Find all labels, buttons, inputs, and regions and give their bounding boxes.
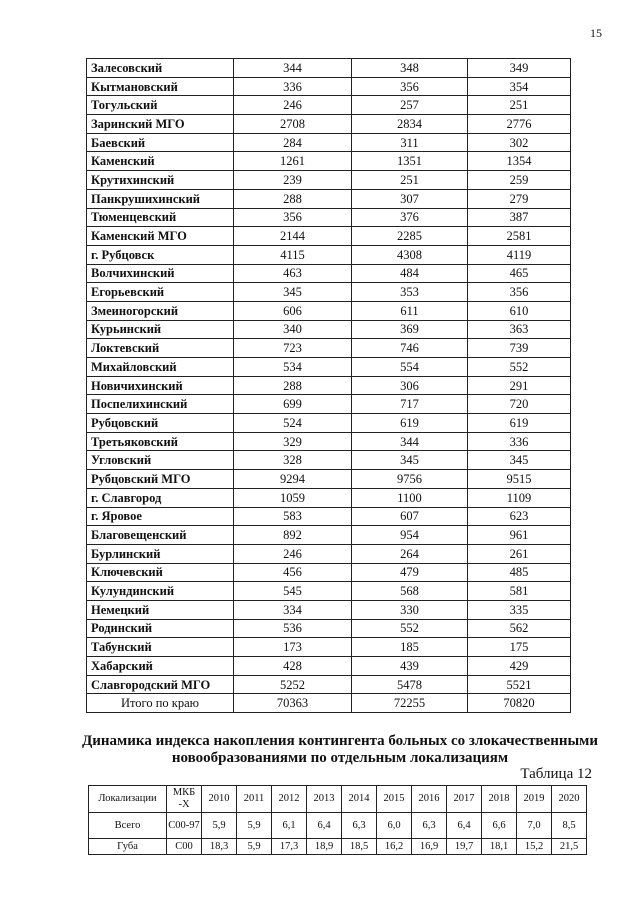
district-name-cell: Каменский МГО [87,227,234,246]
district-name-cell: Локтевский [87,339,234,358]
value-cell: 6,3 [412,813,447,839]
value-cell: 892 [234,526,352,545]
district-name-cell: Змеиногорский [87,301,234,320]
table-row [87,470,571,489]
header-cell: Локализации [89,786,167,813]
table-row [87,675,571,694]
icd-code-cell: С00-97 [167,813,202,839]
value-cell: 284 [234,133,352,152]
district-name-cell: Кулундинский [87,582,234,601]
header-cell: 2018 [482,786,517,813]
value-cell: 583 [234,507,352,526]
district-name-cell: Панкрушихинский [87,189,234,208]
value-cell: 463 [234,264,352,283]
value-cell: 16,2 [377,839,412,855]
table-row [87,59,571,78]
district-name-cell: Бурлинский [87,544,234,563]
district-name-cell: Кытмановский [87,77,234,96]
value-cell: 302 [468,133,571,152]
table-row [87,245,571,264]
value-cell: 429 [468,657,571,676]
district-name-cell: Новичихинский [87,376,234,395]
value-cell: 611 [352,301,468,320]
value-cell: 524 [234,414,352,433]
district-name-cell: Крутихинский [87,171,234,190]
header-cell: 2012 [272,786,307,813]
table-row [87,133,571,152]
district-name-cell: Тогульский [87,96,234,115]
table-row [87,507,571,526]
value-cell: 1059 [234,488,352,507]
value-cell: 581 [468,582,571,601]
value-cell: 257 [352,96,468,115]
value-cell: 354 [468,77,571,96]
value-cell: 4308 [352,245,468,264]
table-row [87,451,571,470]
table-row [87,488,571,507]
value-cell: 19,7 [447,839,482,855]
value-cell: 485 [468,563,571,582]
table-row [87,339,571,358]
header-cell: 2015 [377,786,412,813]
value-cell: 344 [234,59,352,78]
value-cell: 16,9 [412,839,447,855]
table-row [87,171,571,190]
table-row [87,414,571,433]
value-cell: 18,1 [482,839,517,855]
value-cell: 5521 [468,675,571,694]
value-cell: 344 [352,432,468,451]
value-cell: 9756 [352,470,468,489]
table-row [87,115,571,134]
table-row [87,582,571,601]
value-cell: 246 [234,544,352,563]
table-row [87,283,571,302]
value-cell: 8,5 [552,813,587,839]
value-cell: 334 [234,600,352,619]
value-cell: 954 [352,526,468,545]
table-row [87,432,571,451]
value-cell: 5478 [352,675,468,694]
value-cell: 72255 [352,694,468,713]
value-cell: 545 [234,582,352,601]
table-row [87,208,571,227]
district-name-cell: г. Славгород [87,488,234,507]
value-cell: 1109 [468,488,571,507]
table-row [87,544,571,563]
value-cell: 251 [468,96,571,115]
table-row [87,638,571,657]
value-cell: 279 [468,189,571,208]
header-cell: 2016 [412,786,447,813]
localization-cell: Всего [89,813,167,839]
icd-code-cell: С00 [167,839,202,855]
value-cell: 345 [234,283,352,302]
value-cell: 562 [468,619,571,638]
value-cell: 606 [234,301,352,320]
value-cell: 5,9 [237,813,272,839]
value-cell: 70363 [234,694,352,713]
value-cell: 288 [234,376,352,395]
value-cell: 456 [234,563,352,582]
value-cell: 2708 [234,115,352,134]
value-cell: 5,9 [237,839,272,855]
value-cell: 239 [234,171,352,190]
value-cell: 387 [468,208,571,227]
value-cell: 479 [352,563,468,582]
district-name-cell: Каменский [87,152,234,171]
table-row [87,152,571,171]
value-cell: 607 [352,507,468,526]
value-cell: 552 [352,619,468,638]
value-cell: 554 [352,358,468,377]
value-cell: 1261 [234,152,352,171]
total-row [87,694,571,713]
value-cell: 261 [468,544,571,563]
value-cell: 328 [234,451,352,470]
value-cell: 356 [352,77,468,96]
header-cell: 2019 [517,786,552,813]
value-cell: 173 [234,638,352,657]
district-name-cell: Третьяковский [87,432,234,451]
table-row [89,813,587,839]
value-cell: 369 [352,320,468,339]
table-row [87,526,571,545]
value-cell: 534 [234,358,352,377]
district-name-cell: г. Яровое [87,507,234,526]
value-cell: 246 [234,96,352,115]
district-name-cell: Рубцовский МГО [87,470,234,489]
value-cell: 264 [352,544,468,563]
table-row [87,264,571,283]
value-cell: 6,4 [447,813,482,839]
value-cell: 175 [468,638,571,657]
district-name-cell: Волчихинский [87,264,234,283]
value-cell: 363 [468,320,571,339]
district-name-cell: Михайловский [87,358,234,377]
value-cell: 439 [352,657,468,676]
value-cell: 6,0 [377,813,412,839]
value-cell: 6,6 [482,813,517,839]
district-statistics-table [86,58,571,713]
value-cell: 1351 [352,152,468,171]
table-row [87,227,571,246]
value-cell: 356 [234,208,352,227]
value-cell: 335 [468,600,571,619]
value-cell: 610 [468,301,571,320]
header-cell: 2020 [552,786,587,813]
value-cell: 9515 [468,470,571,489]
value-cell: 349 [468,59,571,78]
value-cell: 7,0 [517,813,552,839]
value-cell: 6,4 [307,813,342,839]
table-row [87,77,571,96]
value-cell: 746 [352,339,468,358]
value-cell: 2285 [352,227,468,246]
header-cell: 2017 [447,786,482,813]
table-row [87,395,571,414]
value-cell: 376 [352,208,468,227]
district-name-cell: Немецкий [87,600,234,619]
value-cell: 720 [468,395,571,414]
header-cell: 2013 [307,786,342,813]
value-cell: 1100 [352,488,468,507]
value-cell: 336 [468,432,571,451]
district-name-cell: Родинский [87,619,234,638]
table-row [87,619,571,638]
value-cell: 185 [352,638,468,657]
table-row [87,358,571,377]
value-cell: 739 [468,339,571,358]
value-cell: 2834 [352,115,468,134]
value-cell: 568 [352,582,468,601]
district-name-cell: Угловский [87,451,234,470]
value-cell: 6,1 [272,813,307,839]
district-name-cell: Ключевский [87,563,234,582]
district-name-cell: Баевский [87,133,234,152]
value-cell: 348 [352,59,468,78]
district-name-cell: Заринский МГО [87,115,234,134]
value-cell: 5,9 [202,813,237,839]
header-cell: 2010 [202,786,237,813]
table-row [87,301,571,320]
value-cell: 2144 [234,227,352,246]
value-cell: 484 [352,264,468,283]
value-cell: 288 [234,189,352,208]
table-row [87,563,571,582]
district-name-cell: Табунский [87,638,234,657]
localization-table [88,785,587,855]
value-cell: 623 [468,507,571,526]
district-name-cell: Благовещенский [87,526,234,545]
district-name-cell: Курьинский [87,320,234,339]
value-cell: 2776 [468,115,571,134]
value-cell: 70820 [468,694,571,713]
value-cell: 17,3 [272,839,307,855]
district-name-cell: Поспелихинский [87,395,234,414]
value-cell: 18,5 [342,839,377,855]
header-cell: МКБ -Х [167,786,202,813]
header-cell: 2014 [342,786,377,813]
value-cell: 345 [352,451,468,470]
table-row [87,189,571,208]
value-cell: 723 [234,339,352,358]
value-cell: 353 [352,283,468,302]
value-cell: 619 [468,414,571,433]
value-cell: 2581 [468,227,571,246]
value-cell: 619 [352,414,468,433]
header-cell: 2011 [237,786,272,813]
value-cell: 330 [352,600,468,619]
value-cell: 311 [352,133,468,152]
value-cell: 291 [468,376,571,395]
table-row [87,96,571,115]
value-cell: 18,9 [307,839,342,855]
table-label: Таблица 12 [520,766,592,782]
value-cell: 21,5 [552,839,587,855]
value-cell: 356 [468,283,571,302]
value-cell: 428 [234,657,352,676]
value-cell: 717 [352,395,468,414]
value-cell: 536 [234,619,352,638]
value-cell: 552 [468,358,571,377]
value-cell: 699 [234,395,352,414]
value-cell: 259 [468,171,571,190]
value-cell: 465 [468,264,571,283]
header-row [89,786,587,813]
district-name-cell: Рубцовский [87,414,234,433]
value-cell: 4119 [468,245,571,264]
value-cell: 18,3 [202,839,237,855]
value-cell: 336 [234,77,352,96]
district-name-cell: Итого по краю [87,694,234,713]
value-cell: 345 [468,451,571,470]
value-cell: 1354 [468,152,571,171]
district-name-cell: Тюменцевский [87,208,234,227]
value-cell: 15,2 [517,839,552,855]
value-cell: 251 [352,171,468,190]
table-row [89,839,587,855]
district-name-cell: Залесовский [87,59,234,78]
table-row [87,657,571,676]
value-cell: 340 [234,320,352,339]
section-title: Динамика индекса накопления контингента больных со злокачественными новообразованиями по отдельным локализациям [81,733,599,766]
table-row [87,600,571,619]
page-number: 15 [590,26,602,40]
district-name-cell: Славгородский МГО [87,675,234,694]
value-cell: 5252 [234,675,352,694]
district-name-cell: Хабарский [87,657,234,676]
localization-cell: Губа [89,839,167,855]
value-cell: 9294 [234,470,352,489]
value-cell: 306 [352,376,468,395]
district-name-cell: Егорьевский [87,283,234,302]
table-row [87,320,571,339]
value-cell: 329 [234,432,352,451]
value-cell: 4115 [234,245,352,264]
value-cell: 307 [352,189,468,208]
value-cell: 961 [468,526,571,545]
table-row [87,376,571,395]
value-cell: 6,3 [342,813,377,839]
district-name-cell: г. Рубцовск [87,245,234,264]
